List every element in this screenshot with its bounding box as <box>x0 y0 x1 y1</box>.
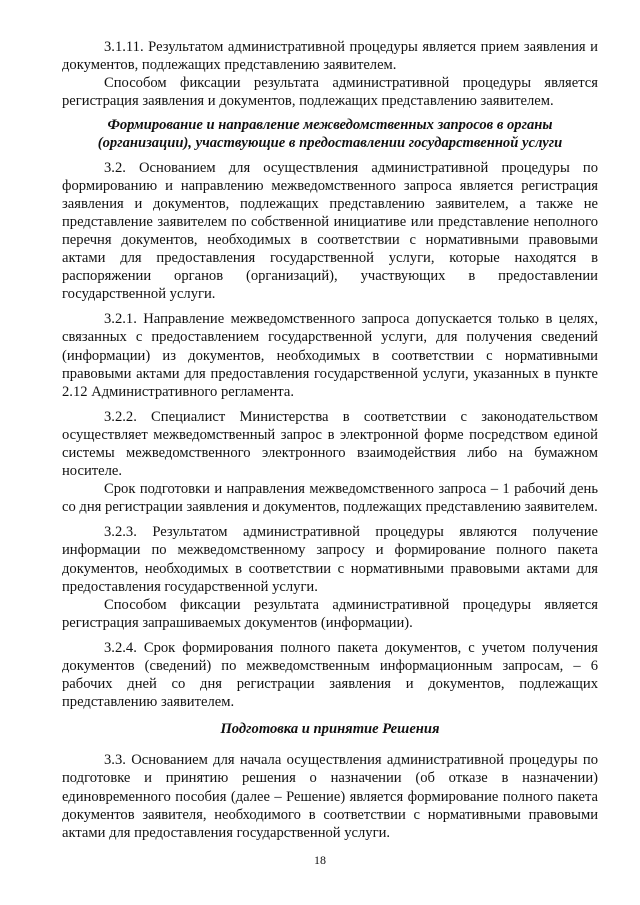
paragraph-3-2-4: 3.2.4. Срок формирования полного пакета документов, с учетом получения документов (сведений) по межведомственным информационным запросам, – 6 рабочих дней со дня регистрации заявления и документов, подлежащих представлению заявителем. <box>62 639 598 711</box>
document-page <box>62 38 598 842</box>
section-heading-decision: Подготовка и принятие Решения <box>220 721 440 738</box>
section-heading-interagency-requests: Формирование и направление межведомственных запросов в органы (организации), участвующие в предоставлении государственной услуги <box>97 117 563 152</box>
paragraph-3-2-3: 3.2.3. Результатом административной процедуры являются получение информации по межведомственному запросу и формирование полного пакета документов, необходимых в соответствии с нормативными правовыми актами для предоставления государственной услуги. <box>62 524 598 595</box>
paragraph-3-2: 3.2. Основанием для осуществления административной процедуры по формированию и направлению межведомственного запроса является регистрация заявления и документов, подлежащих представлению заявителем, а также не представление заявителем по собственной инициативе или представление неполного перечня документов, необходимых в соответствии с нормативными правовыми актами для предоставления государственной услуги, которые находятся в распоряжении органов (организаций), участвующих в предоставлении государственной услуги. <box>62 159 598 303</box>
paragraph-3-1-11: 3.1.11. Результатом административной процедуры является прием заявления и документов, подлежащих представлению заявителем. <box>62 39 598 74</box>
paragraph-3-2-1: 3.2.1. Направление межведомственного запроса допускается только в целях, связанных с предоставлением государственной услуги, для получения сведений (информации) из документов, необходимых в соответствии с нормативными правовыми актами для предоставления государственной услуги, указанных в пункте 2.12 Административного регламента. <box>62 311 598 400</box>
paragraph-fixation-2: Способом фиксации результата административной процедуры является регистрация запрашиваемых документов (информации). <box>62 596 598 631</box>
paragraph-3-3: 3.3. Основанием для начала осуществления административной процедуры по подготовке и принятию решения о назначении (об отказе в назначении) единовременного пособия (далее – Решение) является формирование полного пакета документов заявителя, необходимого в соответствии с нормативными правовыми актами для предоставления государственной услуги. <box>62 752 598 841</box>
paragraph-fixation-1: Способом фиксации результата административной процедуры является регистрация заявления и документов, подлежащих представлению заявителем. <box>62 75 598 110</box>
page-number: 18 <box>314 853 326 867</box>
paragraph-request-term: Срок подготовки и направления межведомственного запроса – 1 рабочий день со дня регистрации заявления и документов, подлежащих представлению заявителем. <box>62 481 598 516</box>
paragraph-3-2-2: 3.2.2. Специалист Министерства в соответствии с законодательством осуществляет межведомственный запрос в электронной форме посредством единой системы межведомственного электронного взаимодействия либо на бумажном носителе. <box>62 408 598 480</box>
